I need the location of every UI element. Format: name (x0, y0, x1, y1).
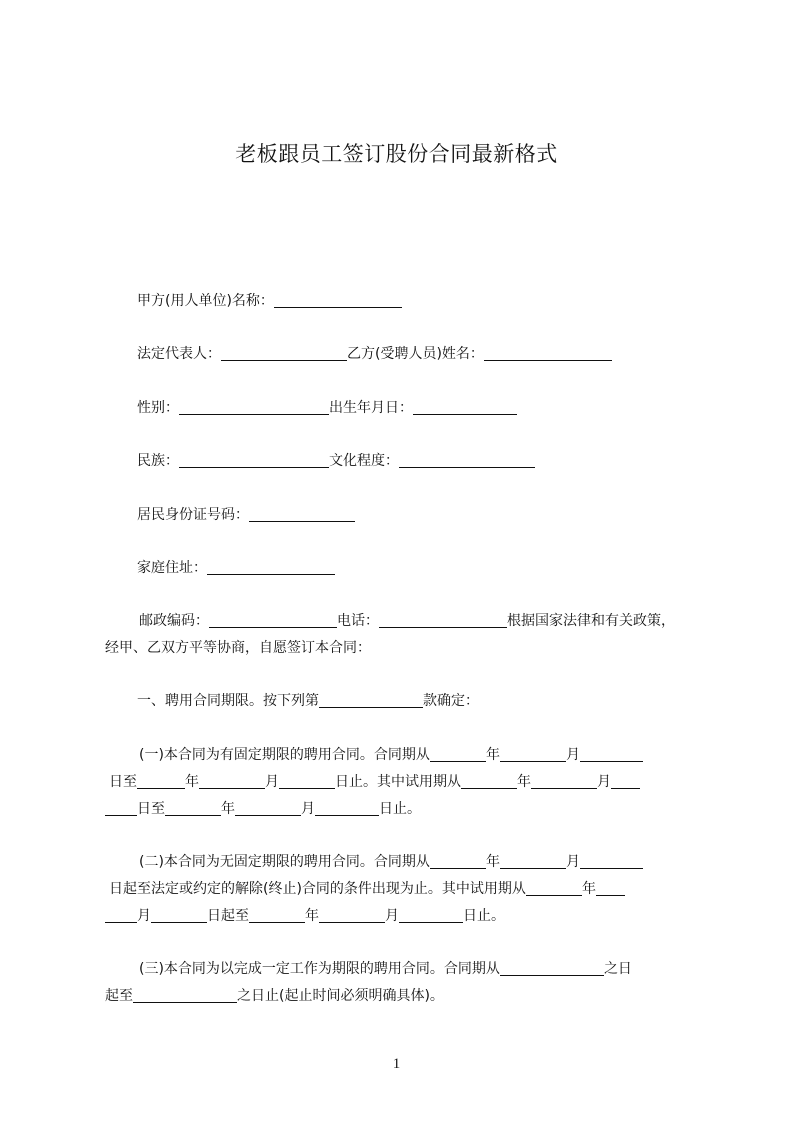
c1-start-year-blank[interactable] (430, 747, 486, 762)
birth-blank[interactable] (413, 400, 517, 415)
day-to-label: 日至 (109, 774, 137, 790)
c2-trial-start-month-blank-b[interactable] (105, 908, 137, 923)
education-label: 文化程度： (329, 453, 399, 469)
intro-tail: 根据国家法律和有关政策， (507, 613, 675, 629)
phone-label: 电话： (337, 613, 379, 629)
year-label: 年 (485, 747, 500, 763)
ethnicity-line (137, 450, 535, 472)
address-blank[interactable] (207, 560, 335, 575)
c2-start-year-blank[interactable] (430, 854, 486, 869)
section-1-heading-post: 款确定： (423, 693, 479, 709)
trial-text: 日止。其中试用期从 (335, 774, 461, 790)
page-number: 1 (392, 1056, 401, 1072)
month-label: 月 (565, 854, 580, 870)
year-label: 年 (221, 801, 235, 817)
c1-trial-end-month-blank[interactable] (235, 801, 301, 816)
c1-trial-end-day-blank[interactable] (315, 801, 379, 816)
clause-3-end-text: 之日止(起止时间必须明确具体)。 (237, 988, 444, 1004)
education-blank[interactable] (399, 453, 535, 468)
section-1-heading-pre: 一、聘用合同期限。按下列第 (137, 693, 319, 709)
c1-start-month-blank[interactable] (500, 747, 566, 762)
id-label: 居民身份证号码： (137, 507, 249, 523)
c1-start-day-blank[interactable] (580, 747, 643, 762)
gender-label: 性别： (137, 400, 179, 416)
party-a-label: 甲方(用人单位)名称： (137, 293, 274, 309)
c1-trial-end-year-blank[interactable] (165, 801, 221, 816)
clause-2-line-3 (105, 905, 505, 927)
postal-label: 邮政编码： (139, 613, 209, 629)
postal-line (139, 610, 675, 632)
day-from-label: 日起至 (207, 908, 249, 924)
clause-2-line-1 (139, 851, 643, 873)
c2-trial-start-day-blank[interactable] (151, 908, 207, 923)
postal-blank[interactable] (209, 613, 337, 628)
clause-1-line-1 (139, 744, 643, 766)
month-label: 月 (137, 908, 151, 924)
clause-1-text: (一)本合同为有固定期限的聘用合同。合同期从 (139, 747, 430, 763)
c1-trial-start-day-blank-a[interactable] (611, 774, 640, 789)
c2-trial-start-year-blank[interactable] (526, 881, 582, 896)
clause-3-line-1 (139, 958, 632, 980)
day-end-label: 日止。 (379, 801, 421, 817)
clause-1-line-3 (105, 798, 421, 820)
legal-rep-line (137, 343, 612, 365)
gender-line (137, 397, 517, 419)
c1-trial-start-day-blank-b[interactable] (105, 801, 137, 816)
clause-2-line-2 (109, 878, 625, 900)
clause-3-text: (三)本合同为以完成一定工作为期限的聘用合同。合同期从 (139, 961, 500, 977)
year-label: 年 (581, 881, 596, 897)
address-line (137, 557, 335, 579)
gender-blank[interactable] (179, 400, 329, 415)
year-label: 年 (485, 854, 500, 870)
c1-trial-start-month-blank[interactable] (531, 774, 597, 789)
party-a-name-blank[interactable] (274, 293, 402, 308)
c2-start-day-blank[interactable] (580, 854, 643, 869)
legal-rep-label: 法定代表人： (137, 346, 221, 362)
c2-start-month-blank[interactable] (500, 854, 566, 869)
document-title: 老板跟员工签订股份合同最新格式 (235, 142, 558, 166)
clause-3-tail: 之日 (603, 961, 632, 977)
year-label: 年 (517, 774, 531, 790)
c2-trial-end-month-blank[interactable] (319, 908, 385, 923)
c1-end-day-blank[interactable] (279, 774, 335, 789)
ethnicity-label: 民族： (137, 453, 179, 469)
clause-2-condition-text: 日起至法定或约定的解除(终止)合同的条件出现为止。其中试用期从 (109, 881, 526, 897)
legal-rep-blank[interactable] (221, 346, 347, 361)
clause-3-line-2 (105, 985, 444, 1007)
month-label: 月 (265, 774, 279, 790)
month-label: 月 (385, 908, 399, 924)
address-label: 家庭住址： (137, 560, 207, 576)
c1-end-year-blank[interactable] (137, 774, 185, 789)
day-end-label: 日止。 (463, 908, 505, 924)
month-label: 月 (565, 747, 580, 763)
c2-trial-start-month-blank-a[interactable] (596, 881, 625, 896)
day-to-label: 日至 (137, 801, 165, 817)
ethnicity-blank[interactable] (179, 453, 329, 468)
year-label: 年 (185, 774, 199, 790)
clause-3-from-label: 起至 (105, 988, 133, 1004)
year-label: 年 (305, 908, 319, 924)
phone-blank[interactable] (379, 613, 507, 628)
id-number-blank[interactable] (249, 507, 355, 522)
intro-line-2 (105, 637, 371, 659)
party-b-label: 乙方(受聘人员)姓名： (347, 346, 484, 362)
clause-2-text: (二)本合同为无固定期限的聘用合同。合同期从 (139, 854, 430, 870)
section-1-heading (137, 690, 479, 712)
c2-trial-end-day-blank[interactable] (399, 908, 463, 923)
c1-end-month-blank[interactable] (199, 774, 265, 789)
c2-trial-end-year-blank[interactable] (249, 908, 305, 923)
c3-start-blank[interactable] (500, 961, 604, 976)
intro-text: 经甲、乙双方平等协商，自愿签订本合同： (105, 640, 371, 656)
party-b-name-blank[interactable] (484, 346, 612, 361)
id-line (137, 504, 355, 526)
month-label: 月 (597, 774, 611, 790)
party-a-line (137, 290, 402, 312)
month-label: 月 (301, 801, 315, 817)
clause-choice-blank[interactable] (319, 693, 423, 708)
clause-1-line-2 (109, 771, 640, 793)
c1-trial-start-year-blank[interactable] (461, 774, 517, 789)
c3-end-blank[interactable] (133, 988, 237, 1003)
birth-label: 出生年月日： (329, 400, 413, 416)
